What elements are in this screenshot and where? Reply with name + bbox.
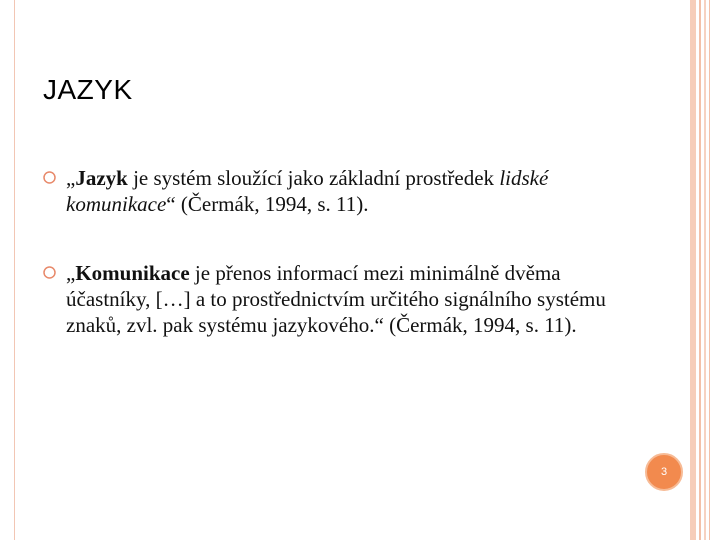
- bullet-text: je systém sloužící jako základní prostředek: [127, 166, 500, 190]
- bullet-open-quote: „: [66, 166, 76, 190]
- bullet-text: je přenos informací mezi minimálně dvěma účastníky, […] a to prostřednictvím určitého signálního systému znaků, zvl. pak systému jazykového.“ (Čermák, 1994, s. 11).: [66, 261, 606, 337]
- right-decoration-bar: [690, 0, 696, 540]
- bullet-citation: “ (Čermák, 1994, s. 11).: [166, 192, 369, 216]
- right-decoration-line: [709, 0, 710, 540]
- bullet-italic-text: lidské komunikace: [66, 166, 549, 216]
- bullet-open-quote: „: [66, 261, 76, 285]
- bullet-item-jazyk: [43, 165, 643, 217]
- bullet-circle-icon: [43, 171, 56, 184]
- bullet-term: Komunikace: [75, 261, 190, 285]
- bullet-term: Jazyk: [75, 166, 128, 190]
- bullet-circle-icon: [43, 266, 56, 279]
- slide-title: JAZYK: [43, 74, 133, 105]
- right-decoration-line: [699, 0, 701, 540]
- page-number-badge: 3: [645, 453, 683, 491]
- right-decoration-line: [704, 0, 706, 540]
- bullet-list: [43, 165, 643, 381]
- bullet-item-komunikace: [43, 260, 643, 338]
